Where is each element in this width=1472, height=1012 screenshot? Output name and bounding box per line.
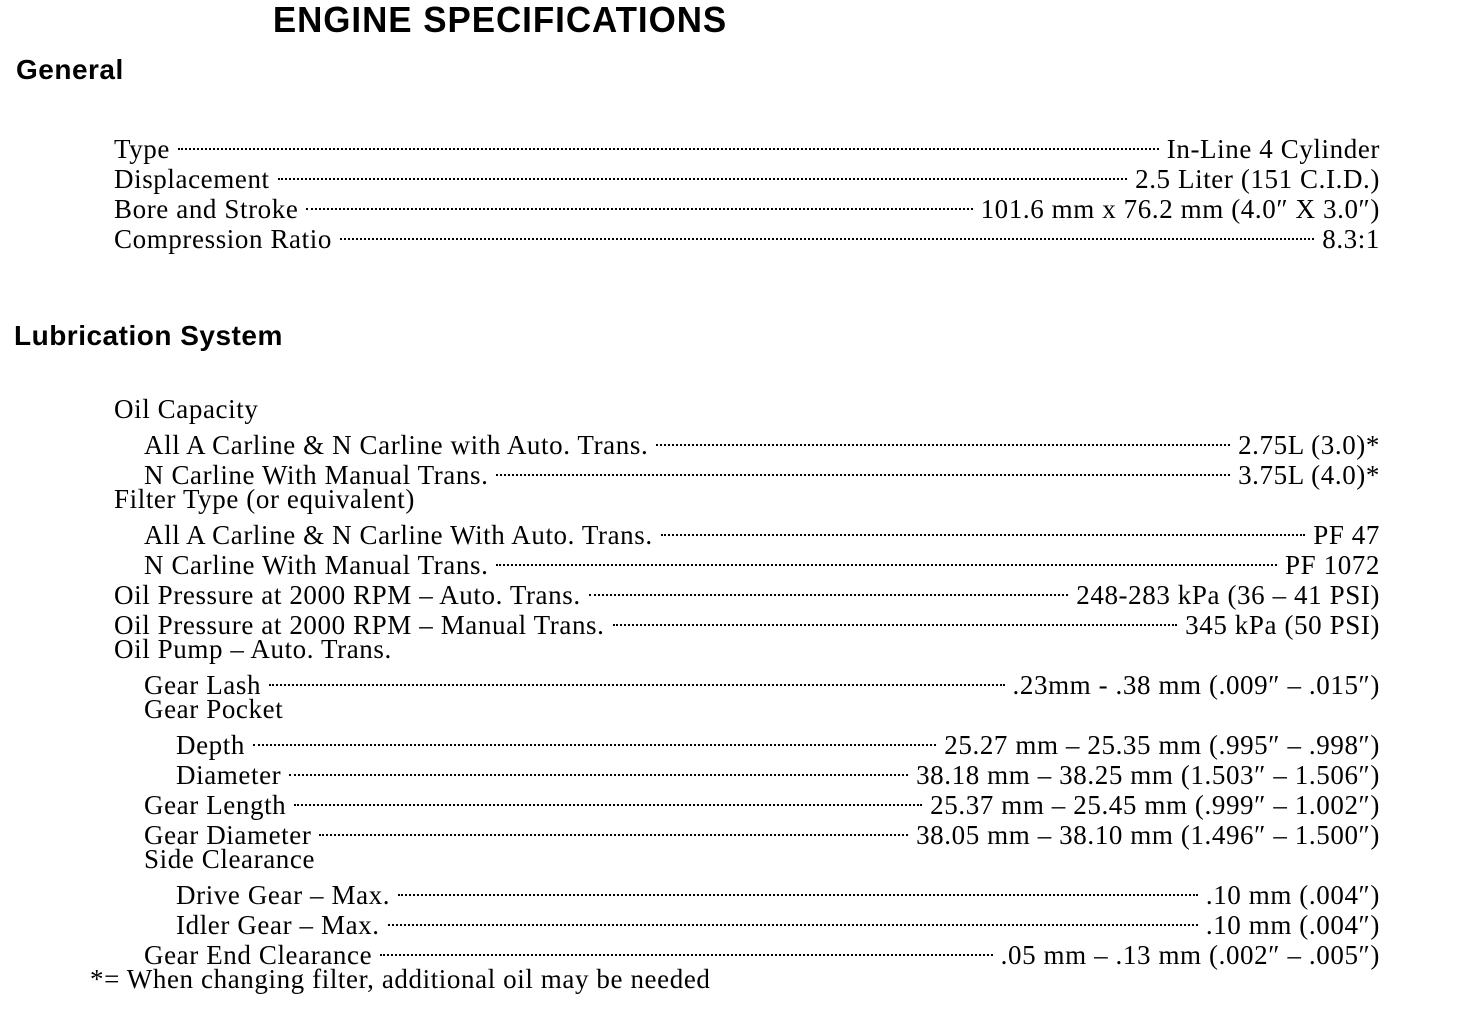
- spec-label: Displacement: [114, 164, 270, 194]
- spec-value: 248-283 kPa (36 – 41 PSI): [1076, 580, 1380, 610]
- spec-row: [112, 218, 1380, 254]
- dot-leader: [589, 574, 1069, 604]
- spec-row: [112, 394, 1380, 424]
- spec-row: [112, 514, 1380, 550]
- spec-label: Type: [114, 134, 170, 164]
- lubrication-spec-list: [112, 394, 1380, 970]
- dot-leader: [178, 128, 1159, 158]
- spec-label: Oil Capacity: [114, 394, 259, 424]
- dot-leader: [319, 814, 908, 844]
- spec-label: Diameter: [176, 760, 282, 790]
- section-heading-lubrication: Lubrication System: [14, 320, 283, 351]
- spec-value: 25.27 mm – 25.35 mm (.995″ – .998″): [944, 730, 1380, 760]
- spec-row: [112, 874, 1380, 910]
- spec-value: 8.3:1: [1322, 224, 1380, 254]
- footnote: *= When changing filter, additional oil may be needed: [90, 964, 711, 994]
- spec-label: Oil Pump – Auto. Trans.: [114, 634, 392, 664]
- spec-value: 25.37 mm – 25.45 mm (.999″ – 1.002″): [930, 790, 1380, 820]
- spec-row: [112, 484, 1380, 514]
- spec-label: All A Carline & N Carline with Auto. Trans.: [144, 430, 649, 460]
- spec-label: Gear Length: [144, 790, 287, 820]
- spec-row: [112, 664, 1380, 700]
- spec-label: Compression Ratio: [114, 224, 332, 254]
- spec-value: .23mm - .38 mm (.009″ – .015″): [1012, 670, 1380, 700]
- spec-value: 101.6 mm x 76.2 mm (4.0″ X 3.0″): [980, 194, 1380, 224]
- spec-label: Oil Pressure at 2000 RPM – Manual Trans.: [114, 610, 605, 640]
- spec-row: [112, 724, 1380, 760]
- spec-value: 3.75L (4.0)*: [1238, 460, 1380, 490]
- spec-value: 38.18 mm – 38.25 mm (1.503″ – 1.506″): [916, 760, 1380, 790]
- spec-label: Gear End Clearance: [144, 940, 373, 970]
- spec-label: All A Carline & N Carline With Auto. Trans.: [144, 520, 653, 550]
- dot-leader: [613, 604, 1178, 634]
- spec-label: Side Clearance: [144, 844, 316, 874]
- section-heading-general: General: [16, 54, 124, 85]
- spec-label: N Carline With Manual Trans.: [144, 550, 489, 580]
- page-title: ENGINE SPECIFICATIONS: [272, 0, 728, 40]
- dot-leader: [380, 934, 992, 964]
- dot-leader: [306, 188, 972, 218]
- spec-label: Idler Gear – Max.: [176, 910, 380, 940]
- spec-value: 2.75L (3.0)*: [1238, 430, 1380, 460]
- spec-label: Bore and Stroke: [114, 194, 299, 224]
- dot-leader: [253, 724, 936, 754]
- dot-leader: [398, 874, 1198, 904]
- dot-leader: [340, 218, 1314, 248]
- dot-leader: [294, 784, 922, 814]
- dot-leader: [289, 754, 908, 784]
- spec-label: Depth: [176, 730, 245, 760]
- dot-leader: [496, 454, 1230, 484]
- spec-label: Gear Pocket: [144, 694, 284, 724]
- spec-row: [112, 424, 1380, 460]
- spec-value: 2.5 Liter (151 C.I.D.): [1135, 164, 1380, 194]
- spec-label: Drive Gear – Max.: [176, 880, 391, 910]
- spec-label: N Carline With Manual Trans.: [144, 460, 489, 490]
- spec-label: Filter Type (or equivalent): [114, 484, 415, 514]
- spec-label: Gear Diameter: [144, 820, 312, 850]
- general-spec-list: [112, 128, 1380, 254]
- spec-value: .10 mm (.004″): [1205, 880, 1380, 910]
- spec-label: Oil Pressure at 2000 RPM – Auto. Trans.: [114, 580, 581, 610]
- dot-leader: [278, 158, 1127, 188]
- spec-value: In-Line 4 Cylinder: [1166, 134, 1380, 164]
- spec-value: .05 mm – .13 mm (.002″ – .005″): [1000, 940, 1380, 970]
- dot-leader: [661, 514, 1305, 544]
- spec-value: 38.05 mm – 38.10 mm (1.496″ – 1.500″): [916, 820, 1380, 850]
- spec-value: 345 kPa (50 PSI): [1185, 610, 1380, 640]
- dot-leader: [388, 904, 1198, 934]
- spec-row: [112, 128, 1380, 164]
- spec-value: .10 mm (.004″): [1205, 910, 1380, 940]
- spec-value: PF 1072: [1285, 550, 1380, 580]
- spec-label: Gear Lash: [144, 670, 262, 700]
- dot-leader: [656, 424, 1230, 454]
- dot-leader: [269, 664, 1004, 694]
- spec-value: PF 47: [1313, 520, 1380, 550]
- dot-leader: [496, 544, 1277, 574]
